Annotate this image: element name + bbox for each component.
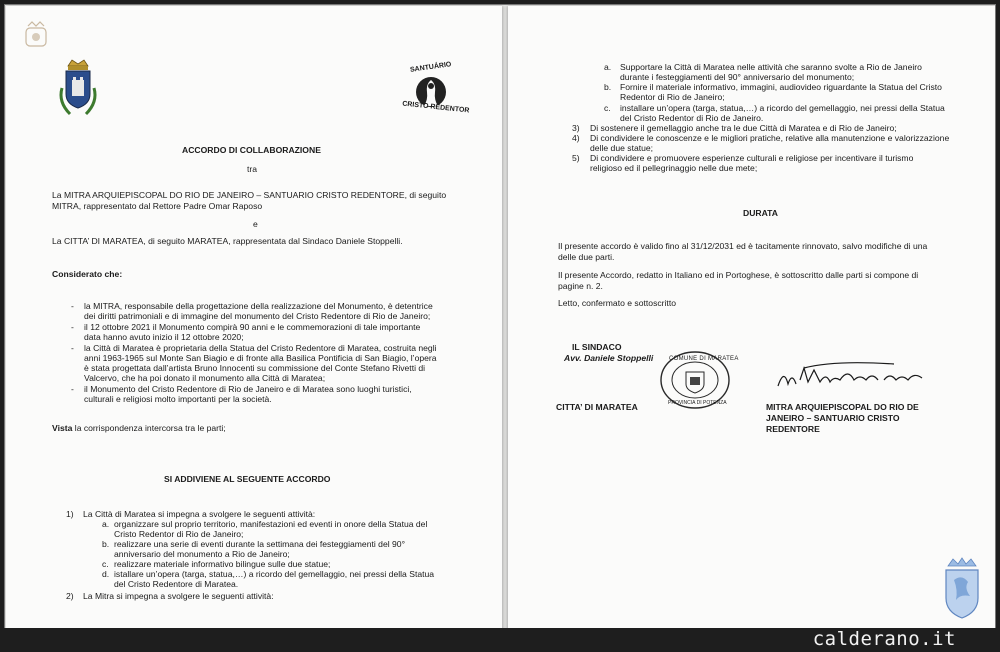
- sindaco-label: IL SINDACO: [572, 342, 622, 352]
- photo-frame: [4, 4, 996, 648]
- durata-p1-line1: Il presente accordo è valido fino al 31/12/2031 ed è tacitamente rinnovato, salvo modifiche di una: [558, 241, 928, 251]
- sub-letter: a.: [604, 62, 612, 72]
- santuario-logo-bottom-text: CRISTO REDENTOR: [401, 100, 470, 115]
- item1-sub-line: Cristo Redentor di Rio de Janeiro;: [114, 529, 244, 539]
- item5-line1: Di condividere e promuovere esperienze culturali e religiose per incentivare il turismo: [590, 153, 914, 163]
- bullet-line: Valcervo, che ha poi donato il monumento alla Città di Maratea;: [84, 373, 326, 383]
- document-page-2: [508, 6, 996, 630]
- sub-letter: b.: [102, 539, 110, 549]
- party2-text: La CITTA’ DI MARATEA, di seguito MARATEA, rappresentata dal Sindaco Daniele Stoppelli.: [52, 236, 403, 246]
- document-page-1: [6, 6, 502, 632]
- sub-letter: b.: [604, 82, 612, 92]
- sub-letter: c.: [102, 559, 109, 569]
- item2-text: La Mitra si impegna a svolgere le seguenti attività:: [83, 591, 274, 601]
- vista-line: [52, 423, 226, 433]
- item5-line2: religioso ed il pellegrinaggio nelle due mete;: [590, 163, 758, 173]
- item1-sub-line: del Cristo Redentore di Maratea.: [114, 579, 239, 589]
- bullet-line: il 12 ottobre 2021 il Monumento compirà 90 anni e le commemorazioni di tale importante: [84, 322, 421, 332]
- vista-bold: Vista: [52, 423, 73, 433]
- item1-sub-line: organizzare sul proprio territorio, manifestazioni ed eventi in onore della Statua del: [114, 519, 428, 529]
- e-text: e: [253, 219, 258, 229]
- vista-rest: la corrispondenza intercorsa tra le parti;: [72, 423, 226, 433]
- document-title: ACCORDO DI COLLABORAZIONE: [182, 145, 321, 155]
- item1-sub-line: realizzare una serie di eventi durante la settimana dei festeggiamenti del 90°: [114, 539, 406, 549]
- site-watermark: calderano.it: [812, 628, 956, 650]
- item-number: 4): [572, 133, 580, 143]
- sub-letter: c.: [604, 103, 611, 113]
- durata-p1-line2: delle due parti.: [558, 252, 615, 262]
- item3-text: Di sostenere il gemellaggio anche tra le due Città di Maratea e di Rio de Janeiro;: [590, 123, 897, 133]
- footer-bar: [0, 628, 1000, 652]
- mitra-line1: MITRA ARQUIEPISCOPAL DO RIO DE: [766, 402, 919, 412]
- calderano-crest-icon: [940, 556, 984, 622]
- item-number: 5): [572, 153, 580, 163]
- item1-text: La Città di Maratea si impegna a svolgere le seguenti attività:: [83, 509, 316, 519]
- sub-item-line: Fornire il materiale informativo, immagini, audiovideo riguardante la Statua del Cristo: [620, 82, 942, 92]
- letto-text: Letto, confermato e sottoscritto: [558, 298, 676, 308]
- citta-label: CITTA’ DI MARATEA: [556, 402, 638, 412]
- stamp-top-text: COMUNE DI MARATEA: [669, 356, 739, 362]
- item1-sub-line: istallare un’opera (targa, statua,…) a ricordo del gemellaggio, nei pressi della Statua: [114, 569, 435, 579]
- bullet-dash: -: [71, 301, 74, 311]
- item4-line2: delle due statue;: [590, 143, 654, 153]
- item1-sub-line: anniversario del monumento a Rio de Janeiro;: [114, 549, 290, 559]
- section-title: SI ADDIVIENE AL SEGUENTE ACCORDO: [164, 474, 331, 484]
- sub-item-line: Redentor di Rio de Janeiro;: [620, 92, 725, 102]
- stamp-bottom-text: PROVINCIA DI POTENZA: [668, 400, 727, 406]
- bullet-line: la Città di Maratea è proprietaria della Statua del Cristo Redentore di Maratea, costruita negli: [84, 343, 437, 353]
- durata-p2-line2: pagine n. 2.: [558, 281, 603, 291]
- party1-line2: MITRA, rappresentato dal Rettore Padre Omar Raposo: [52, 201, 263, 211]
- item1-sub-line: realizzare materiale informativo bilingue sulle due statue;: [114, 559, 331, 569]
- signature-mitra: [774, 358, 934, 394]
- durata-heading: DURATA: [743, 208, 779, 218]
- sub-item-line: Supportare la Città di Maratea nelle attività che saranno svolte a Rio de Janeiro: [620, 62, 922, 72]
- sub-item-line: durante i festeggiamenti del 90° anniversario del monumento;: [620, 72, 855, 82]
- sindaco-name: Avv. Daniele Stoppelli: [564, 353, 654, 363]
- mitra-line3: REDENTORE: [766, 424, 820, 434]
- bullet-dash: -: [71, 384, 74, 394]
- bullet-line: culturali e religiosi molto importanti per la società.: [84, 394, 272, 404]
- item-number: 3): [572, 123, 580, 133]
- tra-text: tra: [247, 164, 258, 174]
- sub-item-line: del Cristo Redentor di Rio de Janeiro.: [620, 113, 764, 123]
- bullet-line: la MITRA, responsabile della progettazione della realizzazione del Monumento, è detentrice: [84, 301, 433, 311]
- sub-item-line: installare un’opera (targa, statua,…) a ricordo del gemellaggio, nei pressi della Statua: [620, 103, 945, 113]
- bullet-dash: -: [71, 343, 74, 353]
- item-number: 1): [66, 509, 74, 519]
- bullet-line: dei diritti patrimoniali e di immagine del monumento del Cristo Redentore di Rio de Janeiro;: [84, 311, 431, 321]
- crest-watermark-icon: [22, 20, 50, 54]
- item-number: 2): [66, 591, 74, 601]
- bullet-line: il Monumento del Cristo Redentore di Rio de Janeiro e di Maratea sono luoghi turistici,: [84, 384, 412, 394]
- mitra-line2: JANEIRO – SANTUARIO CRISTO: [766, 413, 900, 423]
- considerato-heading: Considerato che:: [52, 269, 123, 279]
- bullet-line: anni 1963-1965 sul Monte San Biagio e di fronte alla Basilica Pontificia di San Biagio, l’opera: [84, 353, 437, 363]
- durata-p2-line1: Il presente Accordo, redatto in Italiano ed in Portoghese, è sottoscritto dalle parti si compone di: [558, 270, 919, 280]
- sub-letter: d.: [102, 569, 110, 579]
- party1-line1: La MITRA ARQUIEPISCOPAL DO RIO DE JANEIRO – SANTUARIO CRISTO REDENTORE, di seguito: [52, 190, 447, 200]
- maratea-coat-of-arms-icon: [56, 58, 100, 120]
- santuario-logo-top-text: SANTUÁRIO: [409, 61, 452, 74]
- bullet-line: è stata progettata dall’artista Bruno Innocenti su commissione del Conte Stefano Rivetti di: [84, 363, 426, 373]
- sub-letter: a.: [102, 519, 110, 529]
- bullet-dash: -: [71, 322, 74, 332]
- item4-line1: Di condividere le conoscenze e le migliori pratiche, relative alla manutenzione e valorizzazione: [590, 133, 950, 143]
- bullet-line: data hanno avuto inizio il 12 ottobre 2020;: [84, 332, 244, 342]
